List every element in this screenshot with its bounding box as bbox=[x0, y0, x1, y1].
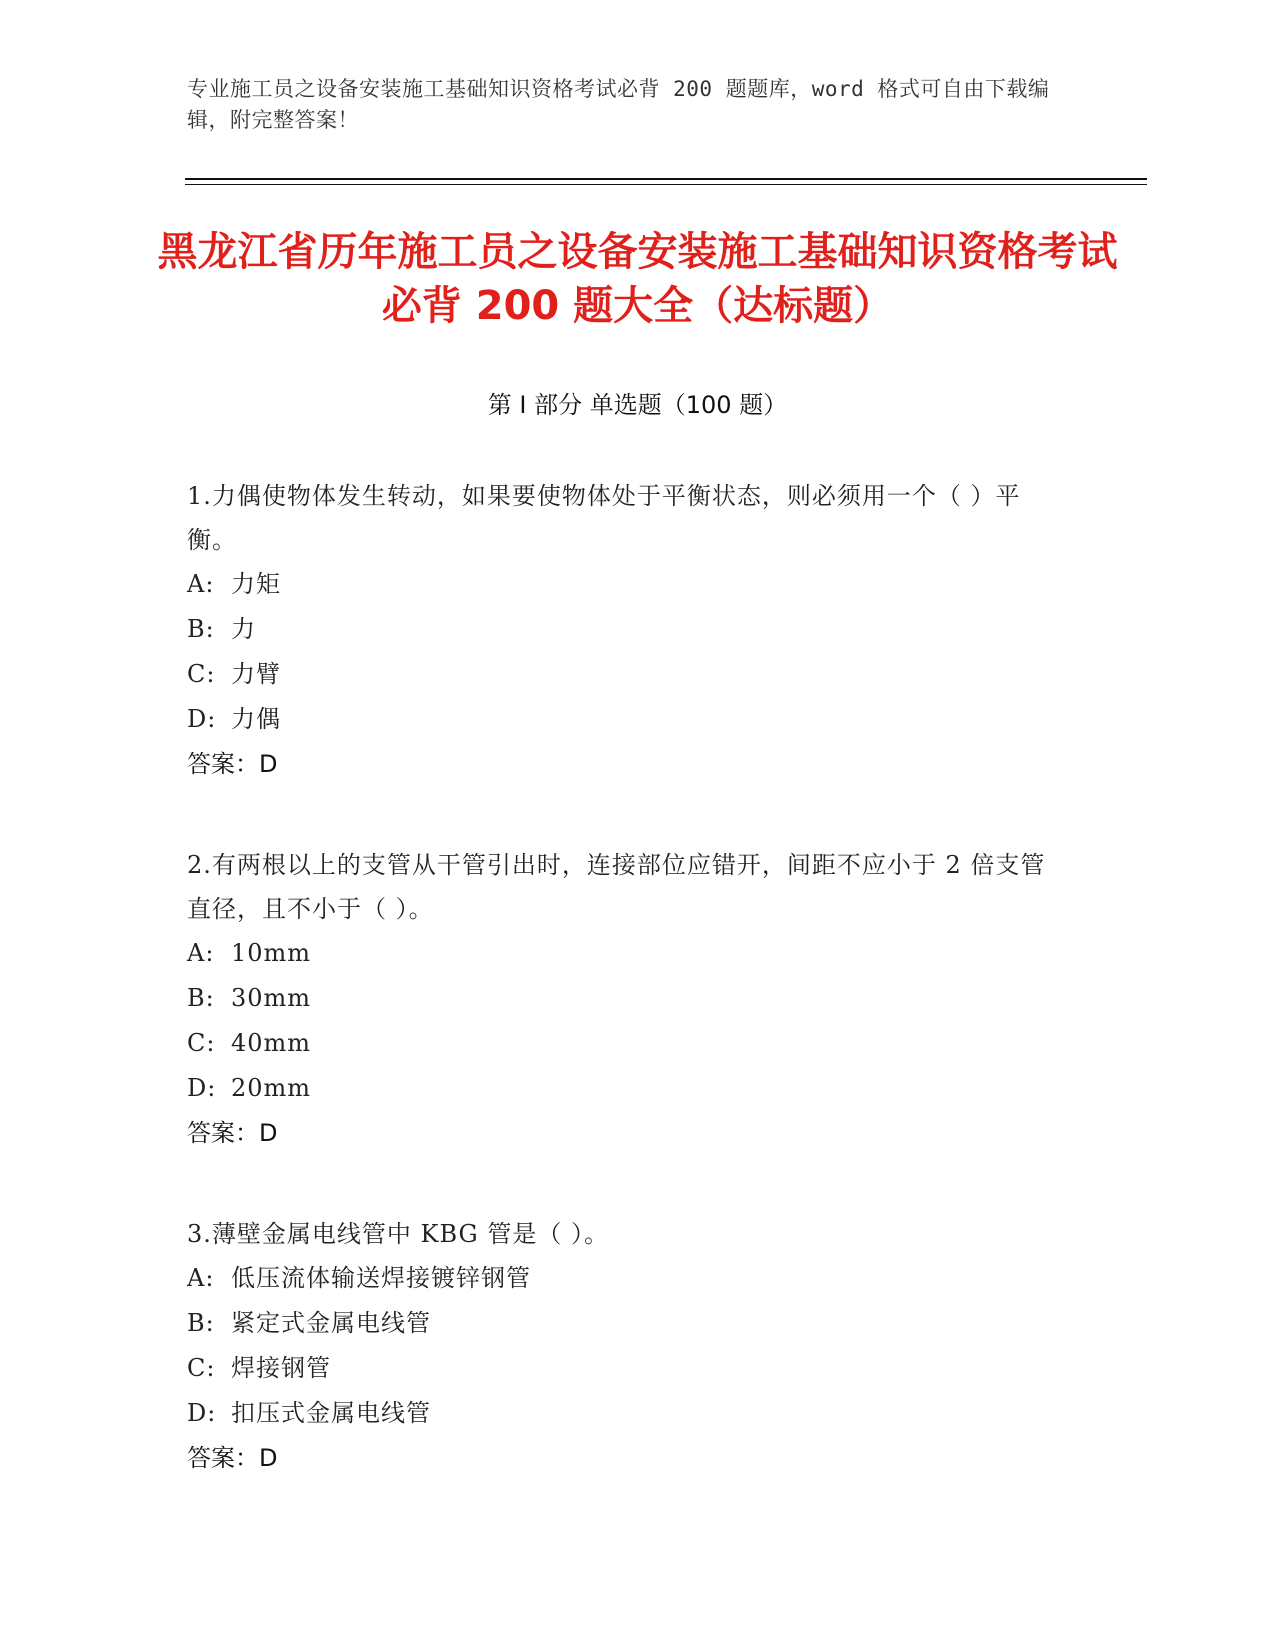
option-a bbox=[187, 931, 1067, 976]
option-c bbox=[187, 1021, 1067, 1066]
option-letter: C: bbox=[187, 1354, 216, 1382]
option-b bbox=[187, 1301, 1067, 1346]
option-text: 低压流体输送焊接镀锌钢管 bbox=[231, 1264, 531, 1292]
option-c bbox=[187, 1346, 1067, 1391]
answer-label: 答案：D bbox=[187, 750, 278, 778]
option-text: 20mm bbox=[231, 1074, 312, 1102]
answer-label: 答案：D bbox=[187, 1119, 278, 1147]
option-a bbox=[187, 562, 1067, 607]
option-d bbox=[187, 1391, 1067, 1436]
section-title: 第 I 部分 单选题（100 题） bbox=[487, 391, 788, 419]
option-letter: A: bbox=[187, 1264, 215, 1292]
option-text: 扣压式金属电线管 bbox=[231, 1399, 431, 1427]
question-stem: 3.薄壁金属电线管中 KBG 管是（ ）。 bbox=[187, 1220, 609, 1248]
option-letter: B: bbox=[187, 615, 215, 643]
option-b bbox=[187, 607, 1067, 652]
option-letter: D: bbox=[187, 705, 217, 733]
option-text: 焊接钢管 bbox=[231, 1354, 331, 1382]
option-letter: B: bbox=[187, 1309, 215, 1337]
question-1 bbox=[187, 474, 1067, 787]
option-letter: A: bbox=[187, 570, 215, 598]
option-text: 40mm bbox=[231, 1029, 312, 1057]
option-text: 30mm bbox=[231, 984, 312, 1012]
option-text: 紧定式金属电线管 bbox=[231, 1309, 431, 1337]
option-d bbox=[187, 1066, 1067, 1111]
option-letter: C: bbox=[187, 660, 216, 688]
option-letter: B: bbox=[187, 984, 215, 1012]
answer-label: 答案：D bbox=[187, 1444, 278, 1472]
question-list bbox=[187, 474, 1067, 1537]
option-c bbox=[187, 652, 1067, 697]
header-divider-thick bbox=[185, 178, 1147, 180]
document-title: 黑龙江省历年施工员之设备安装施工基础知识资格考试必背 200 题大全（达标题） bbox=[157, 229, 1118, 329]
option-letter: D: bbox=[187, 1074, 217, 1102]
question-3 bbox=[187, 1212, 1067, 1481]
option-text: 力臂 bbox=[231, 660, 281, 688]
header-divider-thin bbox=[185, 184, 1147, 185]
option-letter: C: bbox=[187, 1029, 216, 1057]
option-text: 力偶 bbox=[231, 705, 281, 733]
option-d bbox=[187, 697, 1067, 742]
question-stem: 2.有两根以上的支管从干管引出时，连接部位应错开，间距不应小于 2 倍支管直径，且不小于（ ）。 bbox=[187, 851, 1046, 923]
option-text: 力矩 bbox=[231, 570, 281, 598]
option-letter: D: bbox=[187, 1399, 217, 1427]
option-a bbox=[187, 1256, 1067, 1301]
option-text: 10mm bbox=[231, 939, 312, 967]
option-text: 力 bbox=[231, 615, 256, 643]
question-2 bbox=[187, 843, 1067, 1156]
option-b bbox=[187, 976, 1067, 1021]
question-stem: 1.力偶使物体发生转动，如果要使物体处于平衡状态，则必须用一个（ ）平衡。 bbox=[187, 482, 1021, 554]
option-letter: A: bbox=[187, 939, 215, 967]
header-note: 专业施工员之设备安装施工基础知识资格考试必背 200 题题库，word 格式可自由下载编辑，附完整答案！ bbox=[187, 77, 1050, 132]
